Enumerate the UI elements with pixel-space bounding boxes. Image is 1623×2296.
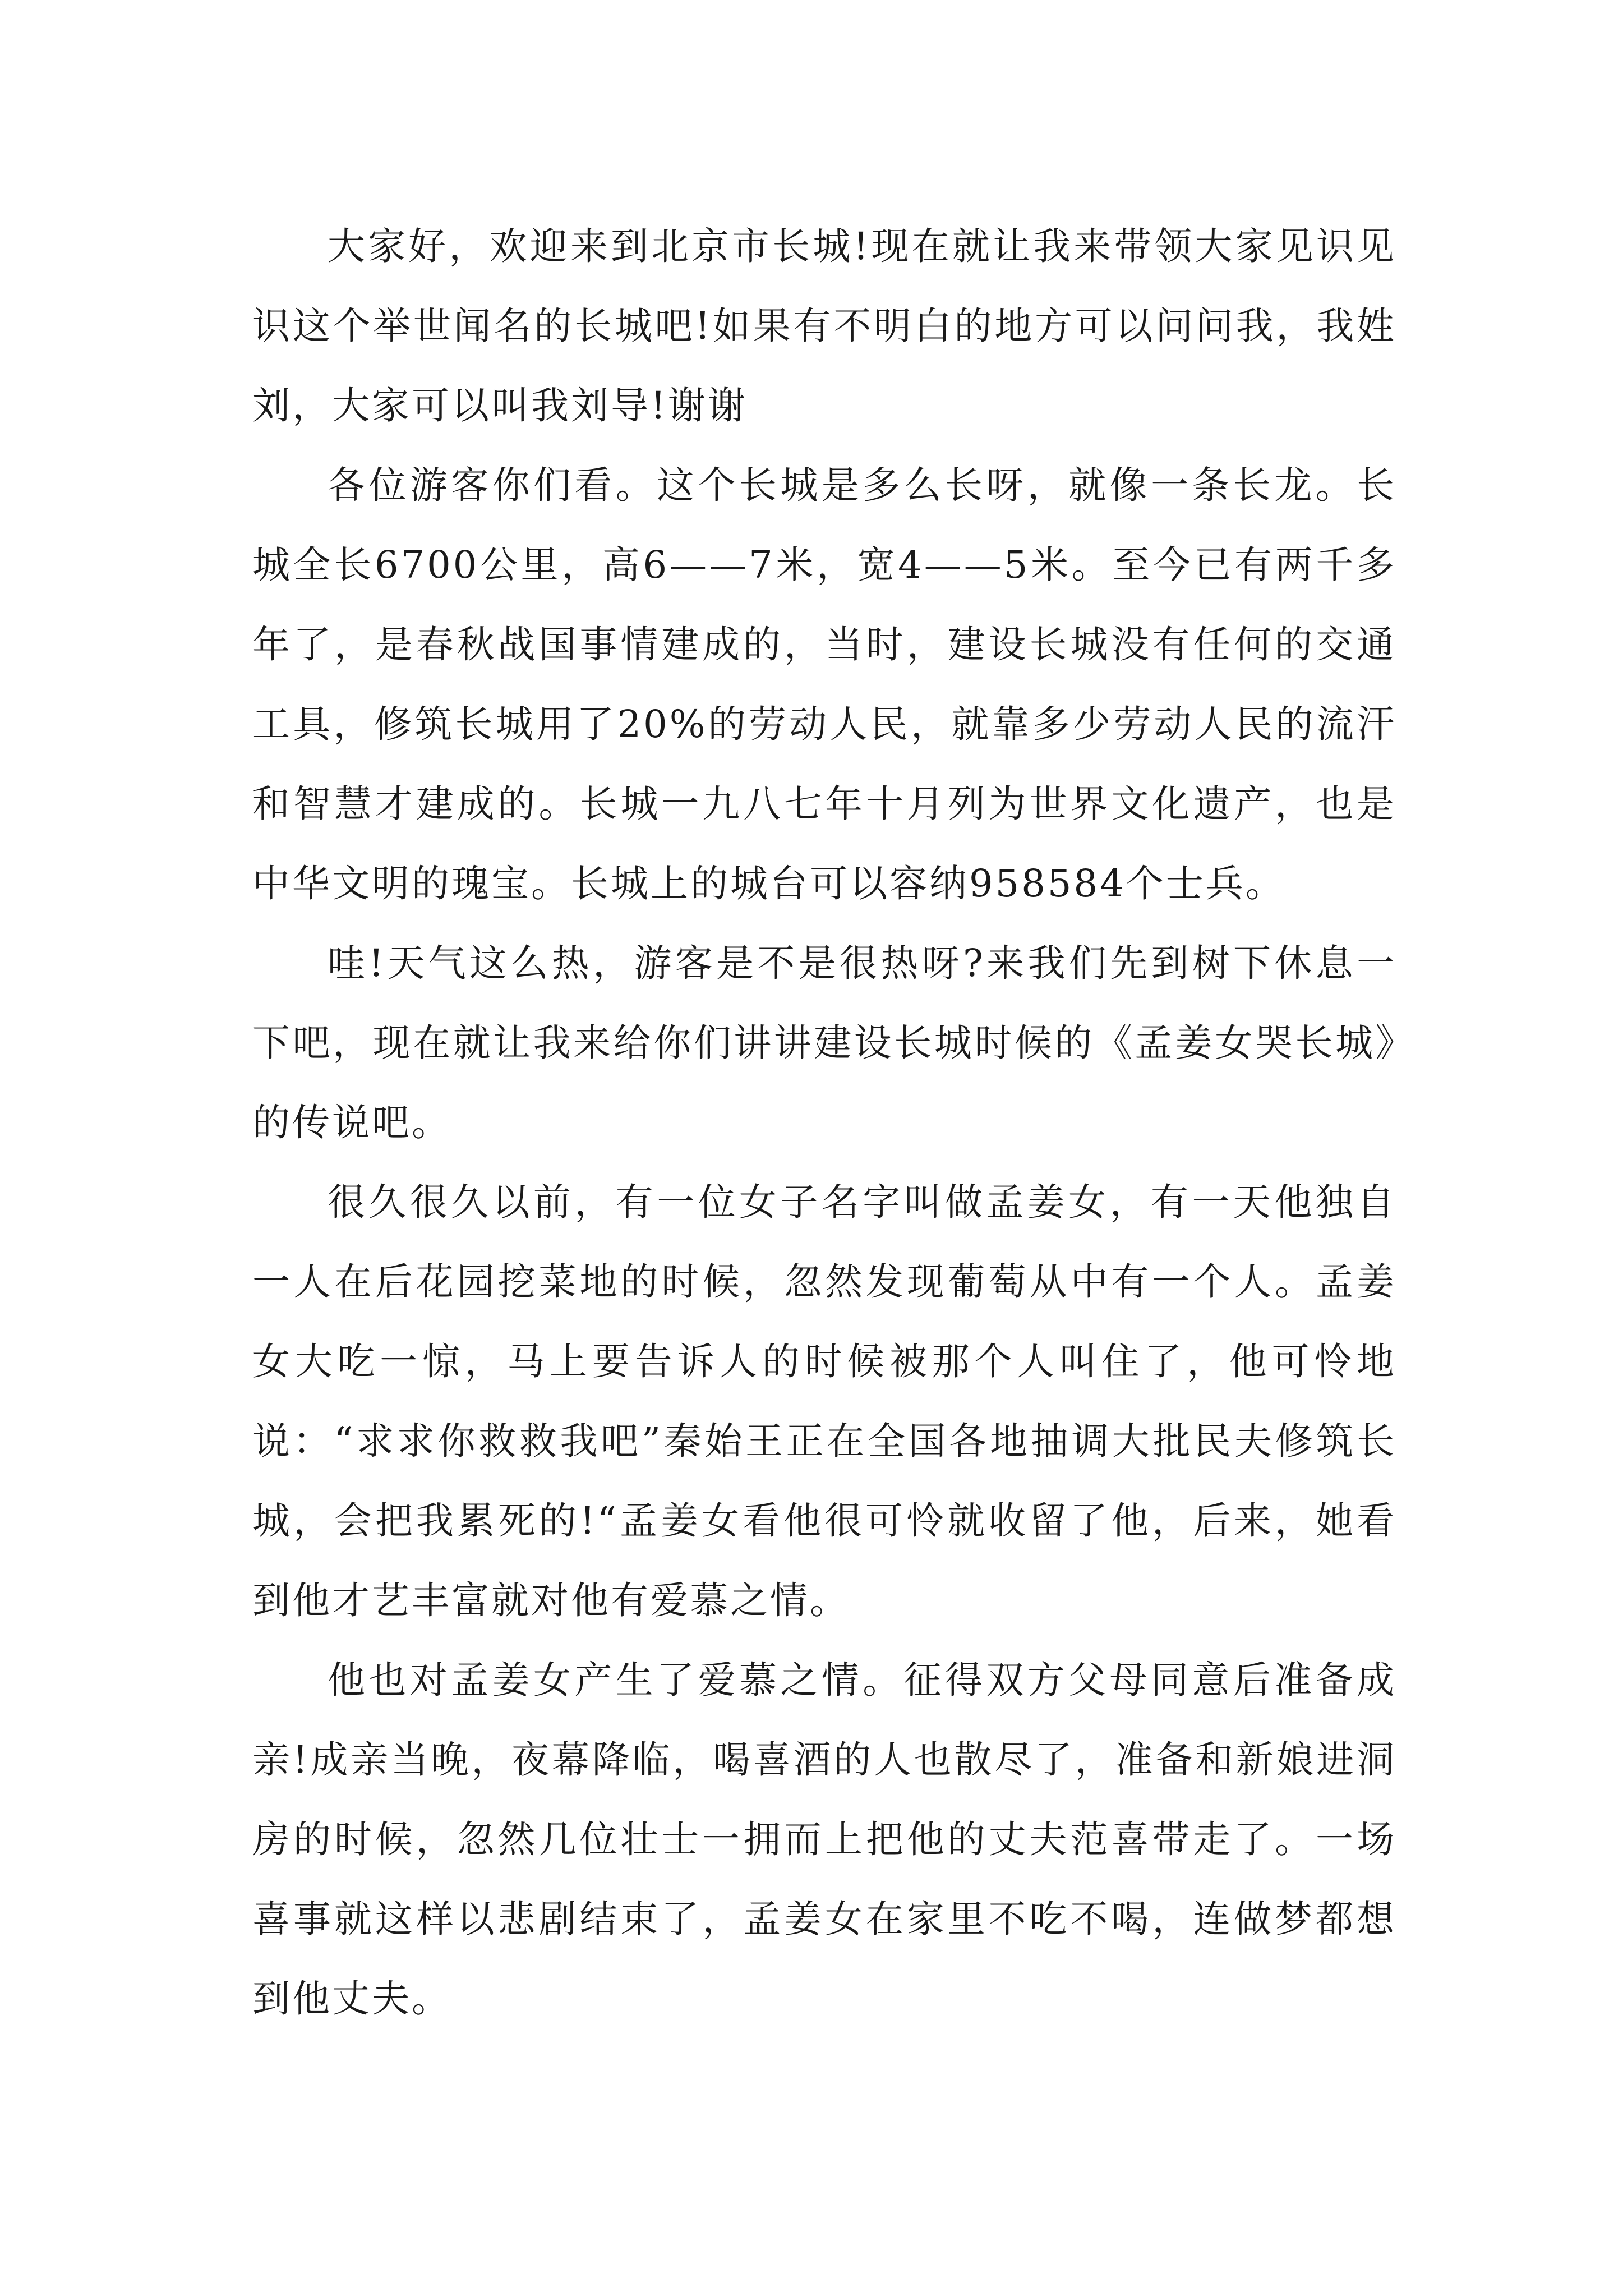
paragraph-rest-break: 哇!天气这么热，游客是不是很热呀?来我们先到树下休息一下吧，现在就让我来给你们讲讲建设长城时候的《孟姜女哭长城》的传说吧。 [252, 941, 1396, 1144]
paragraph-intro: 大家好，欢迎来到北京市长城!现在就让我来带领大家见识见识这个举世闻名的长城吧!如果有不明白的地方可以问问我，我姓刘，大家可以叫我刘导!谢谢 [252, 224, 1396, 427]
paragraph-legend-wedding: 他也对孟姜女产生了爱慕之情。征得双方父母同意后准备成亲!成亲当晚，夜幕降临，喝喜酒的人也散尽了，准备和新娘进洞房的时候，忽然几位壮士一拥而上把他的丈夫范喜带走了。一场喜事就这样以悲剧结束了，孟姜女在家里不吃不喝，连做梦都想到他丈夫。 [252, 1658, 1396, 2021]
paragraph-legend-start: 很久很久以前，有一位女子名字叫做孟姜女，有一天他独自一人在后花园挖菜地的时候，忽然发现葡萄从中有一个人。孟姜女大吃一惊，马上要告诉人的时候被那个人叫住了，他可怜地说：“求求你救救我吧”秦始王正在全国各地抽调大批民夫修筑长城，会把我累死的!“孟姜女看他很可怜就收留了他，后来，她看到他才艺丰富就对他有爱慕之情。 [252, 1180, 1396, 1622]
document-body [252, 206, 1396, 2039]
paragraph-great-wall-facts: 各位游客你们看。这个长城是多么长呀，就像一条长龙。长城全长6700公里，高6——7米，宽4——5米。至今已有两千多年了，是春秋战国事情建成的，当时，建设长城没有任何的交通工具，修筑长城用了20%的劳动人民，就靠多少劳动人民的流汗和智慧才建成的。长城一九八七年十月列为世界文化遗产，也是中华文明的瑰宝。长城上的城台可以容纳958584个士兵。 [252, 463, 1396, 905]
